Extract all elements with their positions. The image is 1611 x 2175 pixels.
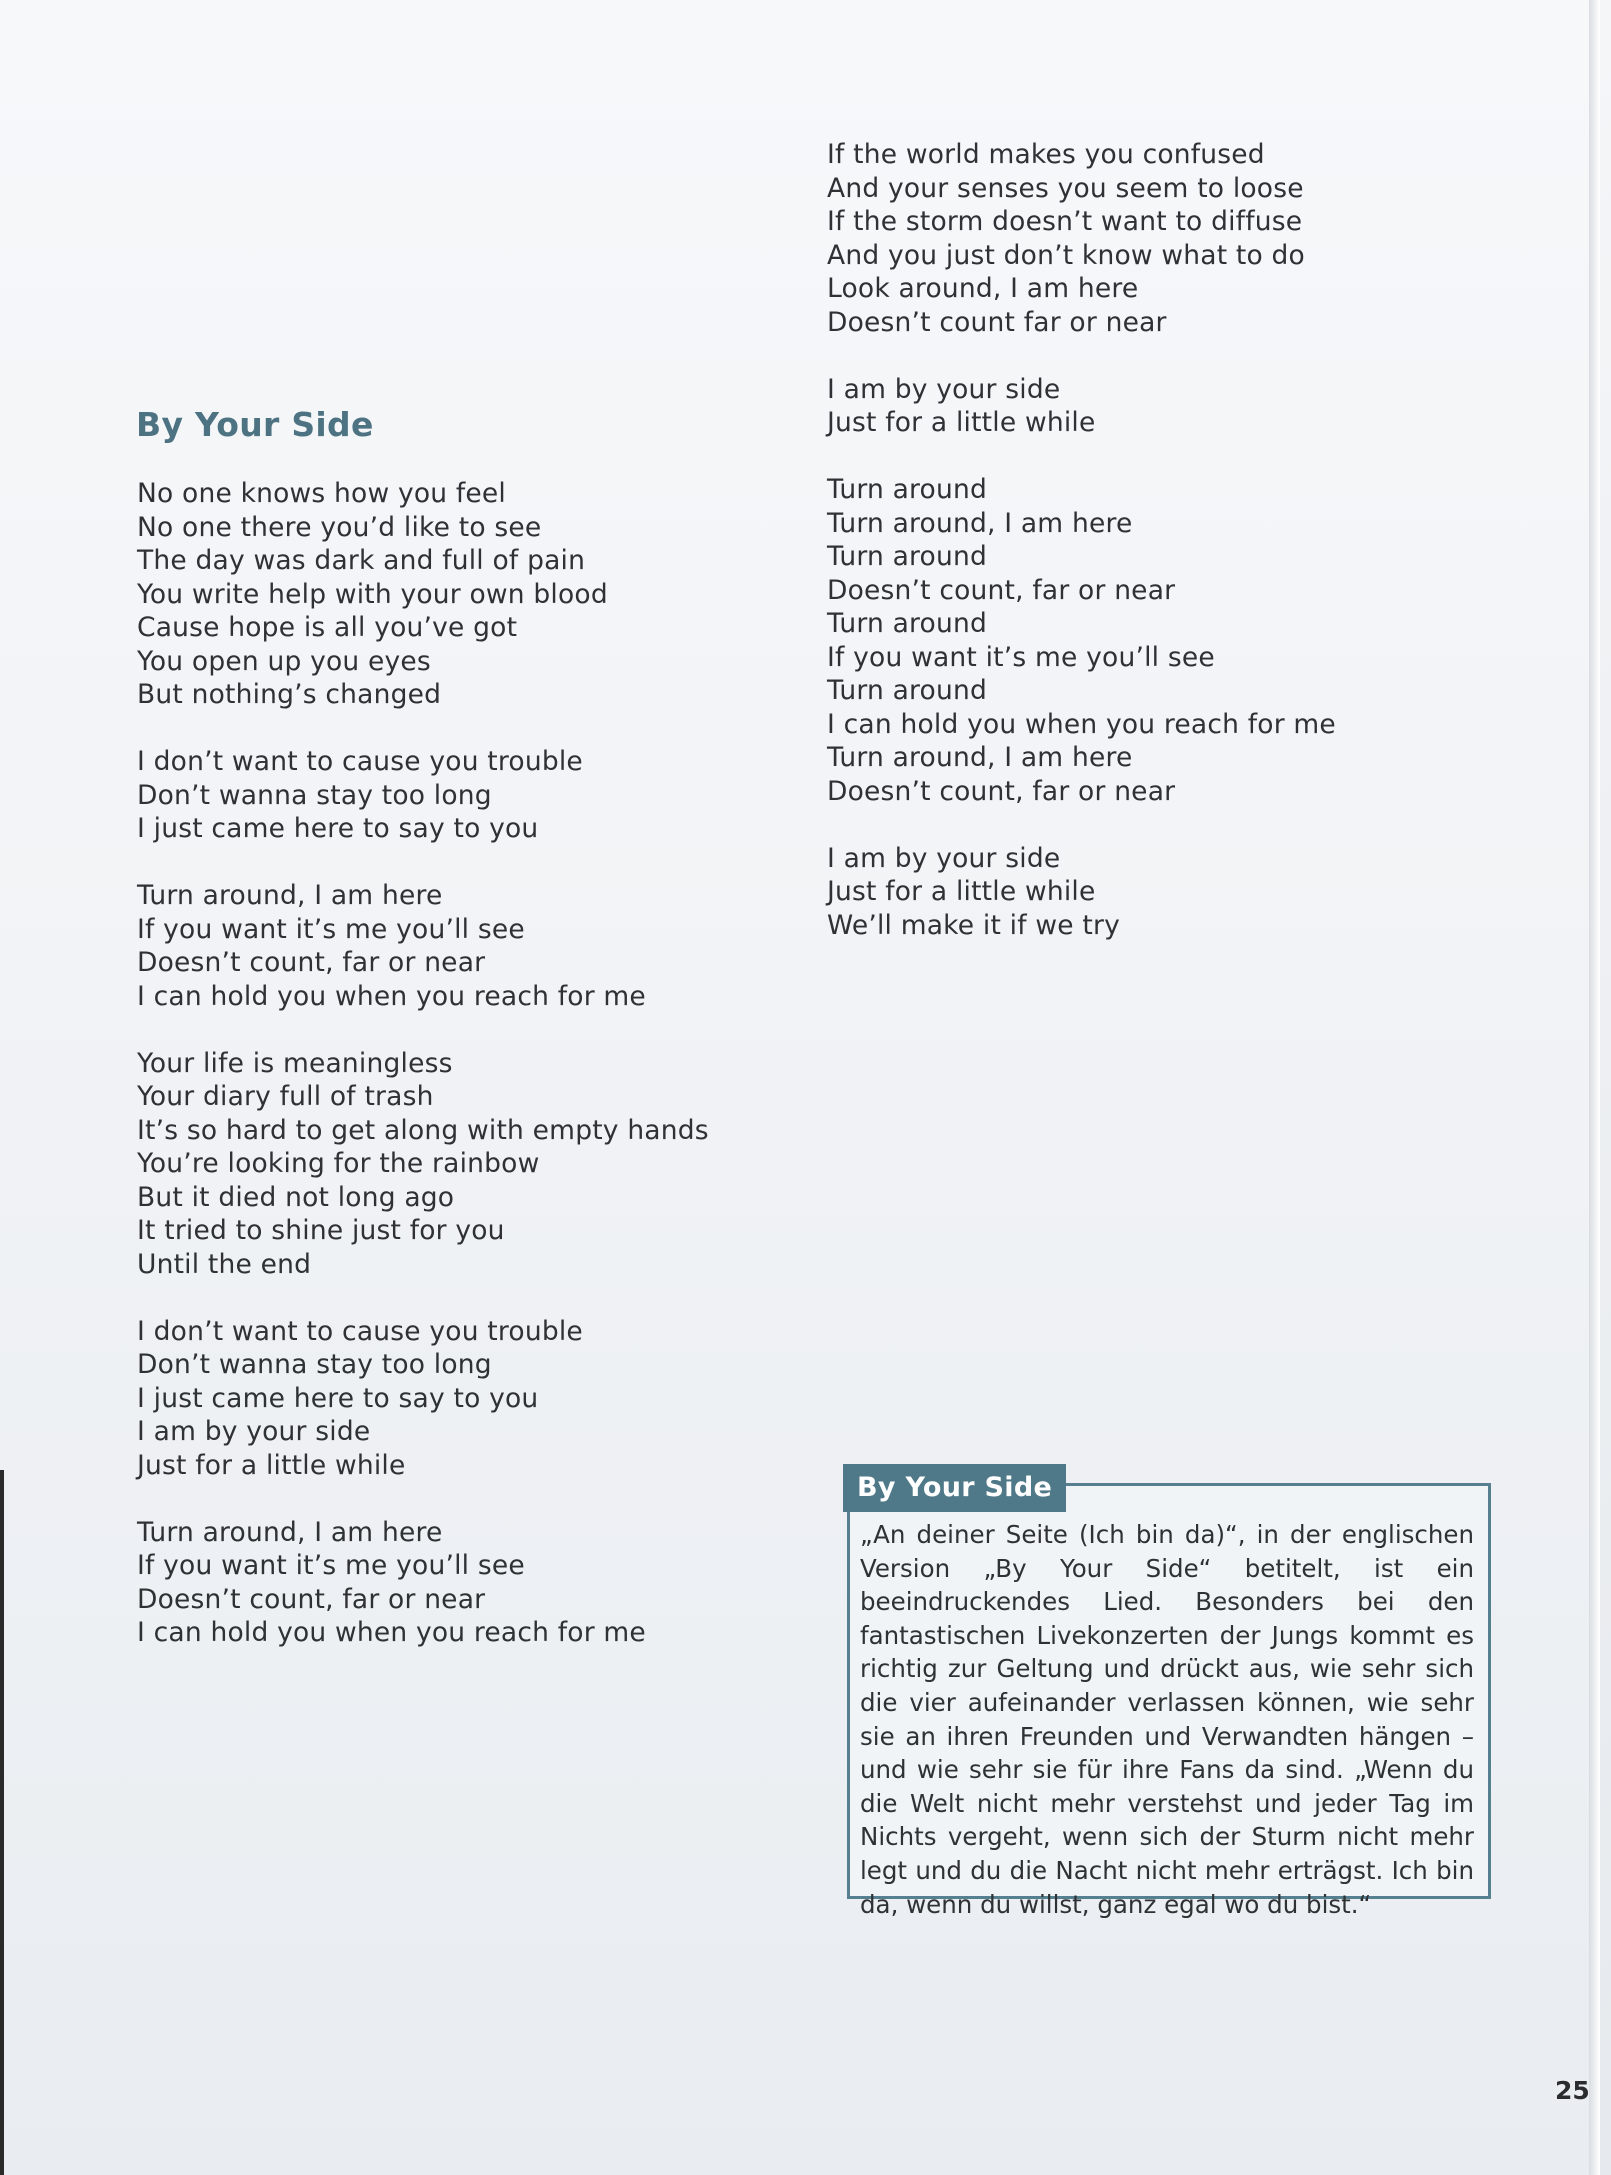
lyrics-stanza <box>137 477 697 712</box>
lyrics-left-column <box>137 477 709 1650</box>
lyrics-line: I can hold you when you reach for me <box>137 980 646 1012</box>
lyrics-line: If you want it’s me you’ll see <box>827 641 1215 673</box>
lyrics-line: Your life is meaningless <box>137 1047 453 1079</box>
lyrics-line: If you want it’s me you’ll see <box>137 913 525 945</box>
lyrics-stanza <box>137 1516 697 1650</box>
lyrics-line: Doesn’t count, far or near <box>827 775 1176 807</box>
lyrics-line: If you want it’s me you’ll see <box>137 1550 525 1581</box>
lyrics-line: Doesn’t count, far or near <box>827 574 1176 606</box>
lyrics-line: Turn around <box>827 541 987 572</box>
lyrics-line: No one there you’d like to see <box>137 511 542 543</box>
lyrics-stanza <box>827 473 1447 808</box>
lyrics-stanza <box>137 1315 697 1483</box>
lyrics-line: Just for a little while <box>827 407 1096 438</box>
lyrics-line: Turn around, I am here <box>827 507 1133 539</box>
lyrics-line: I can hold you when you reach for me <box>137 1617 646 1648</box>
binding-shadow <box>0 1470 4 2175</box>
lyrics-line: Turn around, I am here <box>827 742 1133 773</box>
lyrics-line: You open up you eyes <box>137 645 431 677</box>
lyrics-line: Your diary full of trash <box>137 1081 434 1112</box>
info-box-text: „An deiner Seite (Ich bin da)“, in der englischen Version „By Your Side“ betitelt, ist ein beeindruckendes Lied. Besonders bei den fantastischen Livekonzerten der Jungs kommt es richtig zur Geltung und drückt aus, wie sehr sich die vier aufeinander verlassen können, wie sehr sie an ihren Freunden und Verwandten hängen – und wie sehr sie für ihre Fans da sind. „Wenn du die Welt nicht mehr verstehst und jeder Tag im Nichts vergeht, wenn sich der Sturm nicht mehr legt und du die Nacht nicht mehr erträgst. Ich bin da, wenn du willst, ganz egal wo du bist.“ <box>860 1520 1474 1919</box>
lyrics-line: It tried to shine just for you <box>137 1215 505 1246</box>
lyrics-line: The day was dark and full of pain <box>137 545 586 576</box>
lyrics-line: I am by your side <box>827 842 1061 874</box>
lyrics-line: If the world makes you confused <box>827 139 1265 170</box>
lyrics-line: I just came here to say to you <box>137 813 539 844</box>
info-box-title: By Your Side <box>843 1464 1066 1512</box>
lyrics-stanza <box>827 842 1447 943</box>
lyrics-line: Doesn’t count far or near <box>827 306 1167 338</box>
page-edge <box>1589 0 1600 2175</box>
lyrics-line: And you just don’t know what to do <box>827 239 1305 271</box>
lyrics-stanza <box>827 373 1447 440</box>
lyrics-line: I can hold you when you reach for me <box>827 708 1336 740</box>
lyrics-line: I am by your side <box>137 1416 371 1447</box>
lyrics-stanza <box>137 1047 709 1282</box>
lyrics-line: Doesn’t count, far or near <box>137 1583 486 1615</box>
lyrics-line: I just came here to say to you <box>137 1382 539 1414</box>
lyrics-line: I am by your side <box>827 373 1061 405</box>
lyrics-line: But nothing’s changed <box>137 679 442 710</box>
lyrics-line: Turn around, I am here <box>137 1516 443 1548</box>
lyrics-stanza <box>137 745 697 846</box>
lyrics-line: Look around, I am here <box>827 273 1139 304</box>
lyrics-line: Turn around, I am here <box>137 880 443 911</box>
lyrics-line: We’ll make it if we try <box>827 909 1120 941</box>
lyrics-right-column <box>827 138 1447 942</box>
lyrics-line: You write help with your own blood <box>137 578 608 610</box>
lyrics-line: Cause hope is all you’ve got <box>137 612 518 643</box>
lyrics-line: Don’t wanna stay too long <box>137 1349 492 1380</box>
page-number: 25 <box>1555 2076 1590 2105</box>
song-title: By Your Side <box>136 405 374 444</box>
lyrics-line: No one knows how you feel <box>137 478 506 509</box>
lyrics-stanza <box>137 879 697 1013</box>
lyrics-line: Turn around <box>827 474 987 505</box>
lyrics-line: I don’t want to cause you trouble <box>137 1315 583 1347</box>
lyrics-line: And your senses you seem to loose <box>827 172 1304 204</box>
lyrics-line: Just for a little while <box>137 1449 406 1481</box>
lyrics-line: Until the end <box>137 1248 312 1280</box>
lyrics-line: Doesn’t count, far or near <box>137 947 486 978</box>
lyrics-line: I don’t want to cause you trouble <box>137 746 583 777</box>
lyrics-stanza <box>827 138 1447 339</box>
lyrics-line: If the storm doesn’t want to diffuse <box>827 206 1303 237</box>
lyrics-line: You’re looking for the rainbow <box>137 1148 540 1179</box>
lyrics-line: Don’t wanna stay too long <box>137 779 492 811</box>
lyrics-line: Turn around <box>827 608 987 639</box>
lyrics-line: But it died not long ago <box>137 1181 455 1213</box>
lyrics-line: Turn around <box>827 675 987 706</box>
lyrics-line: Just for a little while <box>827 876 1096 907</box>
lyrics-line: It’s so hard to get along with empty hands <box>137 1114 709 1146</box>
